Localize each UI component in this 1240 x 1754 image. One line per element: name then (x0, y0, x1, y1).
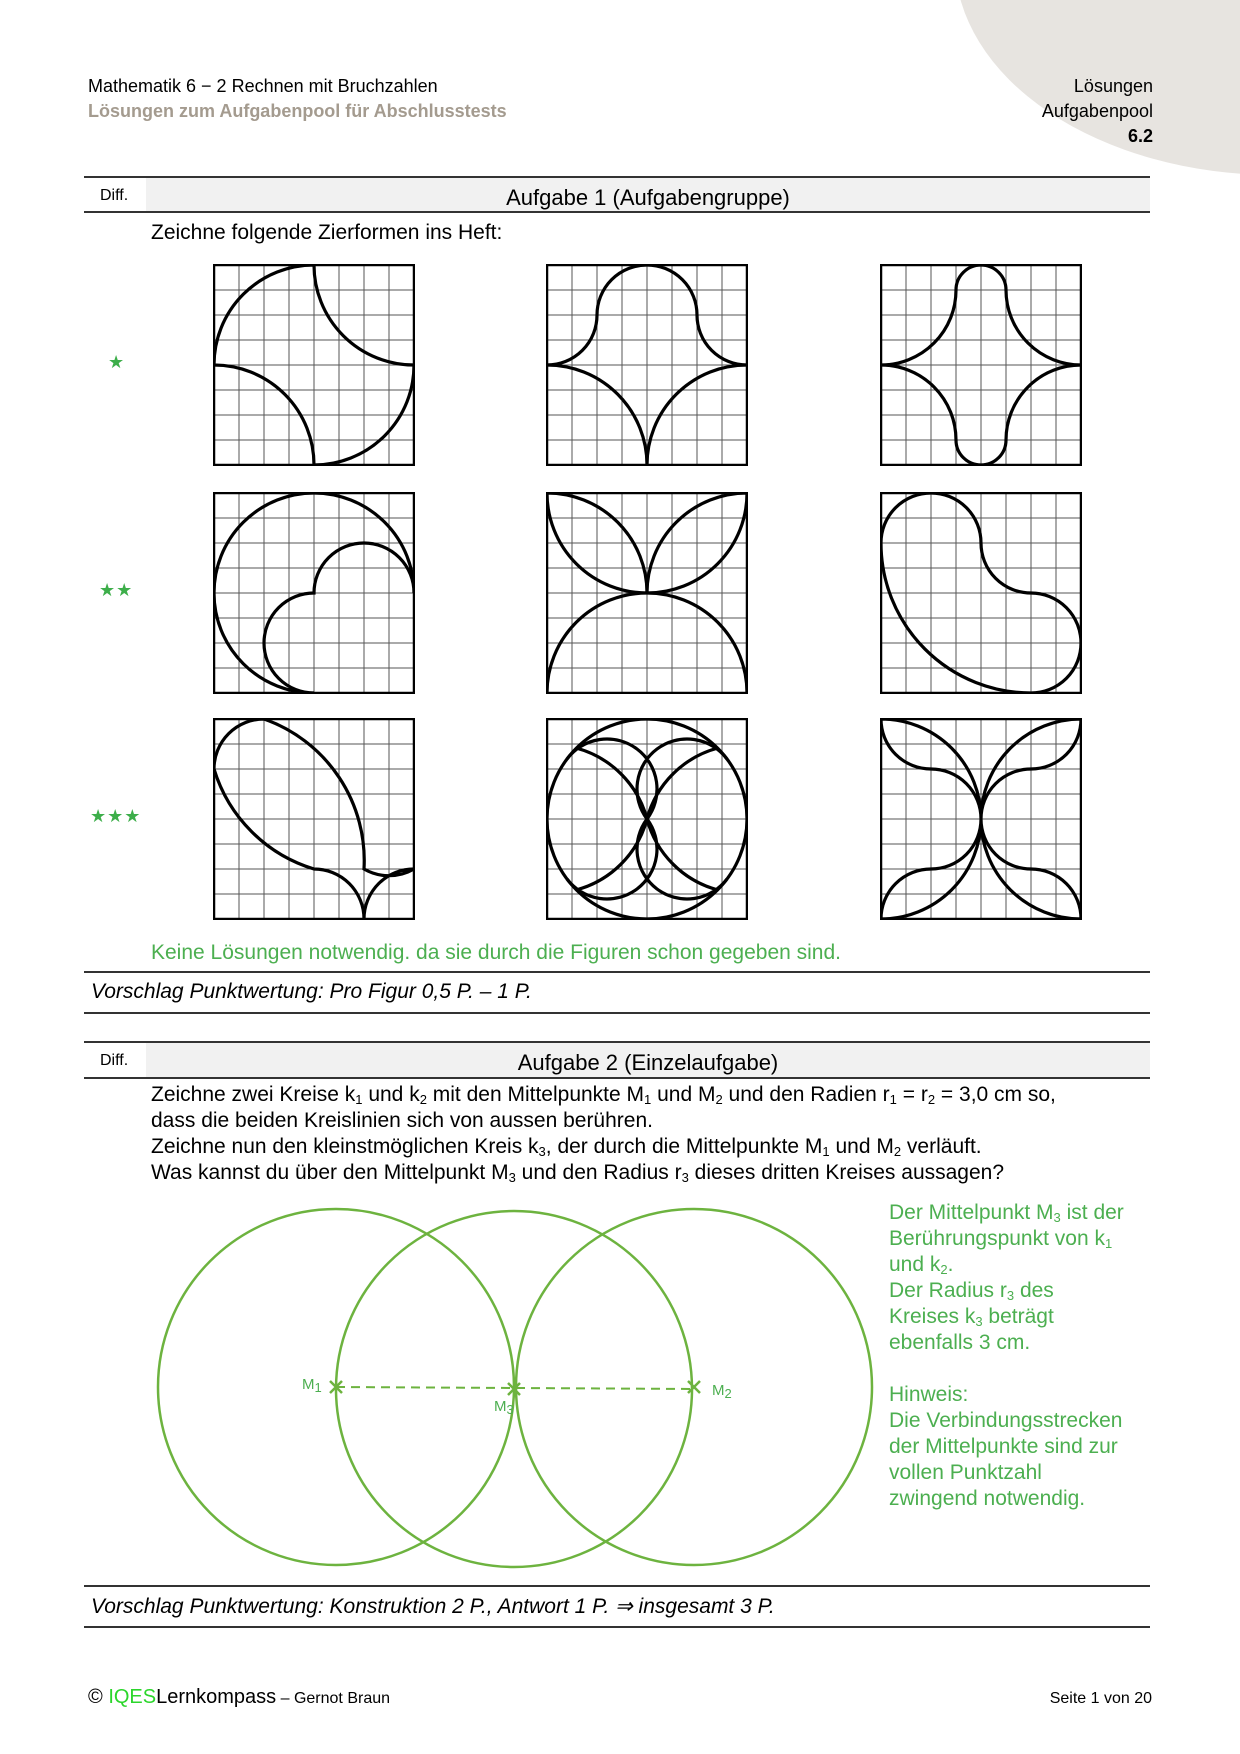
label-m2: $M_2$ (712, 1382, 732, 1401)
figure-3-2 (546, 718, 748, 920)
divider (84, 1626, 1150, 1628)
diff-label: Diff. (100, 187, 129, 204)
task-line-4: Was kannst du über den Mittelpunkt $M_3$ und den Radius $r_3$ dieses dritten Kreises aussagen? (151, 1161, 1005, 1185)
circle-construction (150, 1200, 880, 1570)
divider (84, 1012, 1150, 1014)
divider (84, 971, 1150, 973)
divider (84, 1077, 1150, 1079)
doc-title: Mathematik 6 − 2 Rechnen mit Bruchzahlen (88, 76, 438, 96)
doc-number: 6.2 (1127, 126, 1153, 146)
figure-1-2 (546, 264, 748, 466)
grid (881, 493, 1081, 693)
label-m3: $M_3$ (494, 1398, 514, 1417)
figure-2-1 (213, 492, 415, 694)
label-m1: $M_1$ (302, 1376, 322, 1395)
page-number: Seite 1 von 20 (1049, 1690, 1152, 1707)
divider (84, 1585, 1150, 1587)
diff-label: Diff. (100, 1052, 129, 1069)
task-title: Aufgabe 2 (Einzelaufgabe) (517, 1050, 779, 1075)
task-line-1: Zeichne zwei Kreise $k_1$ und $k_2$ mit den Mittelpunkte $M_1$ und $M_2$ und den Radien $r_1 = r_2 = 3,0$ cm so, (151, 1083, 1056, 1107)
doc-category: Aufgabenpool (1041, 101, 1153, 121)
divider (84, 211, 1150, 213)
difficulty-2-stars: ★★ (99, 580, 134, 600)
marker-m2 (688, 1381, 700, 1393)
task-line-2: dass die beiden Kreislinien sich von aussen berühren. (151, 1109, 653, 1132)
copyright-icon: © (88, 1686, 103, 1708)
doc-subtitle: Lösungen zum Aufgabenpool für Abschlusstests (88, 101, 507, 121)
doc-type: Lösungen (1073, 76, 1153, 96)
solution-note: Keine Lösungen notwendig. da sie durch die Figuren schon gegeben sind. (151, 941, 841, 964)
figure-1-3 (880, 264, 1082, 466)
figure-1-1 (213, 264, 415, 466)
figure-3-3 (880, 718, 1082, 920)
figure-3-1 (213, 718, 415, 920)
grid (547, 265, 747, 465)
task-line-3: Zeichne nun den kleinstmöglichen Kreis $k_3$, der durch die Mittelpunkte $M_1$ und $M_2$ verläuft. (151, 1135, 982, 1159)
figure-2-2 (546, 492, 748, 694)
answer-text: Der Mittelpunkt $M_3$ ist der Berührungspunkt von $k_1$ und $k_2$. Der Radius $r_3$ des Kreises $k_3$ beträgt ebenfalls 3 cm. Hinweis: Die Verbindungsstrecken der Mittelpunkte sind zur vollen Punktzahl zwingend notwendig. (889, 1200, 1159, 1512)
task-title: Aufgabe 1 (Aufgabengruppe) (506, 185, 790, 210)
hint-title: Hinweis: (889, 1383, 969, 1406)
scoring-note: Vorschlag Punktwertung: Pro Figur 0,5 P. – 1 P. (91, 980, 532, 1003)
footer-brand: © IQESLernkompass – Gernot Braun (88, 1686, 391, 1708)
task-instruction: Zeichne folgende Zierformen ins Heft: (151, 221, 503, 244)
scoring-note: Vorschlag Punktwertung: Konstruktion 2 P., Antwort 1 P. ⇒ insgesamt 3 P. (91, 1595, 775, 1618)
task-text (151, 1082, 1151, 1186)
grid (881, 265, 1081, 465)
figure-2-3 (880, 492, 1082, 694)
difficulty-1-stars: ★ (108, 352, 126, 372)
difficulty-3-stars: ★★★ (90, 806, 142, 826)
